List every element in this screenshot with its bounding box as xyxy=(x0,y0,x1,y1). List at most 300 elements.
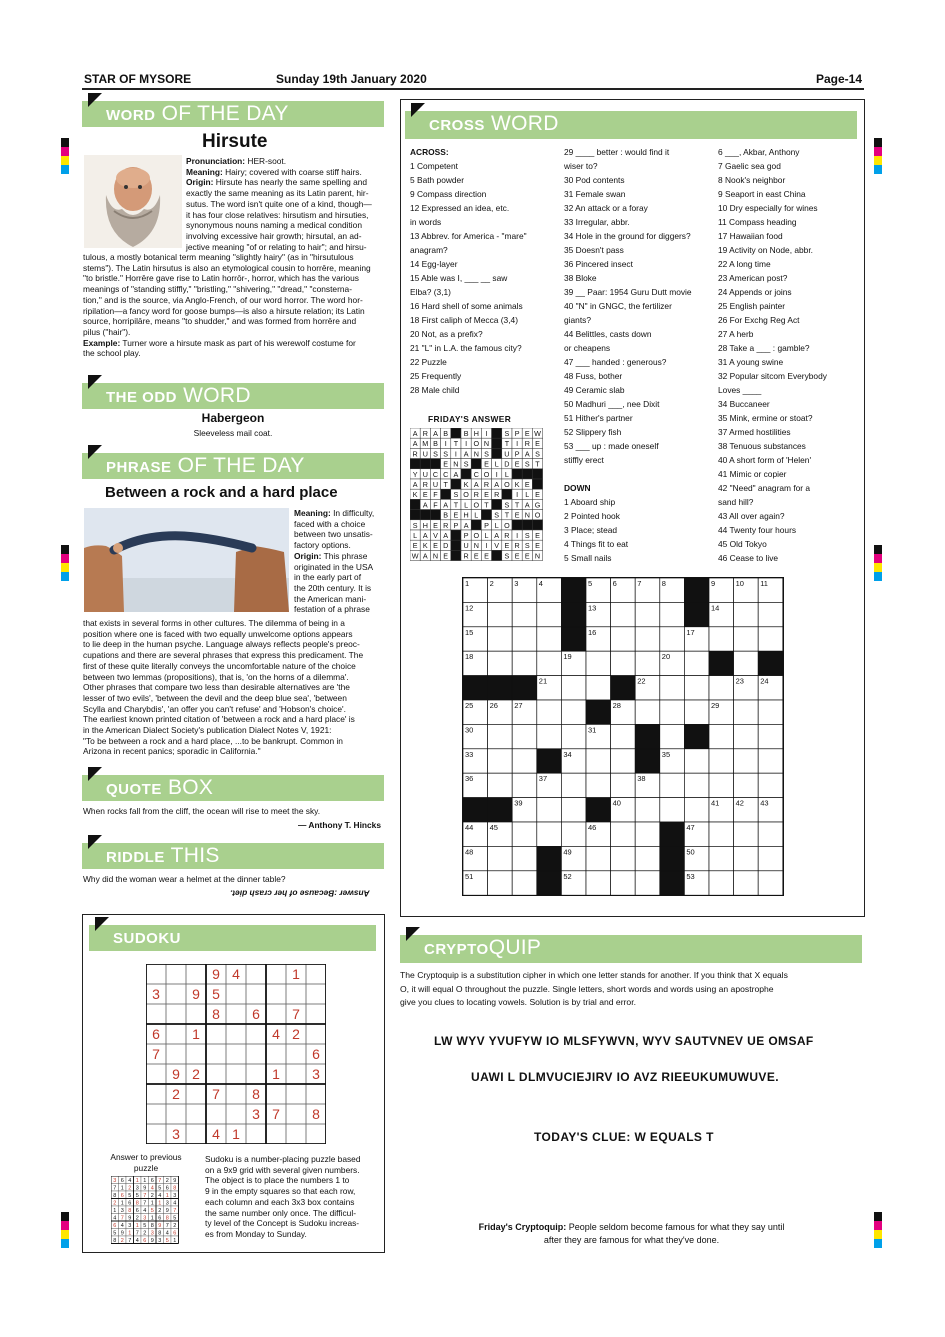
answer-letter: S xyxy=(524,459,530,469)
sudoku-given-number: 4 xyxy=(232,966,240,982)
crossword-cell[interactable] xyxy=(734,846,759,870)
answer-letter: L xyxy=(413,531,418,540)
clue-line: 45 Old Tokyo xyxy=(718,539,767,549)
crossword-grid[interactable] xyxy=(462,577,784,896)
answer-black-square xyxy=(451,479,461,489)
crossword-cell[interactable] xyxy=(660,627,685,651)
crossword-cell[interactable] xyxy=(709,822,734,846)
crossword-cell[interactable] xyxy=(611,846,636,870)
answer-letter: E xyxy=(433,541,438,551)
crossword-cell[interactable] xyxy=(734,627,759,651)
sudoku-answer-digit: 1 xyxy=(135,1223,139,1229)
phrase-side-text: Meaning: In difficulty, faced with a choice between two unsatis- factory options. Origin: This phrase originated in the USA in the early part of the 20th century. It is the American mani- festation of a phrase xyxy=(294,508,375,615)
crossword-clue-number: 27 xyxy=(514,701,523,710)
crossword-cell[interactable] xyxy=(758,846,783,870)
crossword-cell[interactable] xyxy=(709,871,734,895)
answer-letter: E xyxy=(412,541,418,551)
answer-letter: E xyxy=(484,490,489,500)
answer-letter: P xyxy=(514,429,520,438)
sudoku-answer-digit: 8 xyxy=(113,1193,117,1199)
sudoku-answer-digit: 2 xyxy=(143,1230,147,1237)
answer-letter: V xyxy=(494,541,500,551)
crossword-clue-number: 45 xyxy=(489,823,498,832)
sudoku-answer-digit: 6 xyxy=(135,1208,139,1214)
crossword-cell[interactable] xyxy=(537,651,562,675)
crossword-black-square xyxy=(537,846,562,870)
answer-letter: T xyxy=(504,439,510,449)
clue-line: 13 Abbrev. for America - "mare" xyxy=(410,231,527,241)
crossword-cell[interactable] xyxy=(586,773,611,797)
crossword-cell[interactable] xyxy=(758,700,783,724)
clue-line: 38 Bloke xyxy=(564,273,597,283)
sudoku-answer-digit: 1 xyxy=(113,1208,117,1214)
crossword-cell[interactable] xyxy=(709,676,734,700)
crossword-cell[interactable] xyxy=(734,724,759,748)
answer-letter: O xyxy=(483,469,490,479)
crossword-cell[interactable] xyxy=(758,749,783,773)
sudoku-answer-digit: 8 xyxy=(135,1200,139,1207)
crossword-cell[interactable] xyxy=(586,651,611,675)
crossword-cell[interactable] xyxy=(611,773,636,797)
sudoku-answer-digit: 7 xyxy=(143,1193,147,1199)
clue-line: or cheapens xyxy=(564,343,611,353)
crossword-cell[interactable] xyxy=(512,724,537,748)
crossword-cell[interactable] xyxy=(734,749,759,773)
clue-line: Loves ____ xyxy=(718,385,762,395)
crossword-black-square xyxy=(561,602,586,626)
clue-line: 25 English painter xyxy=(718,301,786,311)
sudoku-answer-digit: 6 xyxy=(143,1238,147,1244)
sudoku-answer-digit: 7 xyxy=(173,1208,177,1214)
answer-letter: S xyxy=(524,541,530,551)
crossword-cell[interactable] xyxy=(586,846,611,870)
crossword-cell[interactable] xyxy=(635,627,660,651)
sudoku-given-number: 7 xyxy=(212,1086,220,1102)
sudoku-answer-digit: 3 xyxy=(135,1185,139,1192)
clue-line: 6 ___, Akbar, Anthony xyxy=(718,147,800,157)
crossword-cell[interactable] xyxy=(561,700,586,724)
crossword-cell[interactable] xyxy=(684,798,709,822)
issue-date: Sunday 19th January 2020 xyxy=(276,72,427,86)
crossword-cell[interactable] xyxy=(537,724,562,748)
answer-letter: O xyxy=(473,531,480,540)
sudoku-answer-digit: 3 xyxy=(120,1208,124,1214)
crossword-cell[interactable] xyxy=(537,627,562,651)
clue-line: 41 Mimic or copier xyxy=(718,469,787,479)
crossword-cell[interactable] xyxy=(660,676,685,700)
crossword-cell[interactable] xyxy=(586,871,611,895)
answer-letter: K xyxy=(463,480,469,489)
answer-black-square xyxy=(430,510,440,520)
crossword-cell[interactable] xyxy=(611,822,636,846)
crossword-clue-number: 31 xyxy=(588,725,597,735)
corner-triangle-icon xyxy=(88,375,102,389)
sudoku-answer-digit: 1 xyxy=(120,1185,124,1192)
answer-letter: C xyxy=(443,469,449,479)
clue-line: 52 Slippery fish xyxy=(564,427,622,437)
odd-word-meaning: Sleeveless mail coat. xyxy=(193,428,273,438)
crossword-cell[interactable] xyxy=(488,651,513,675)
clue-line: 14 Egg-layer xyxy=(410,259,458,269)
answer-letter: S xyxy=(463,459,469,469)
crossword-cell[interactable] xyxy=(537,700,562,724)
crossword-cell[interactable] xyxy=(758,724,783,748)
crossword-clue-number: 16 xyxy=(588,627,597,637)
crossword-cell[interactable] xyxy=(709,749,734,773)
answer-letter: H xyxy=(463,510,469,520)
answer-letter: A xyxy=(524,449,530,459)
crossword-cell[interactable] xyxy=(758,773,783,797)
fridays-crossword-answer-grid xyxy=(410,428,544,562)
crossword-clue-number: 8 xyxy=(661,579,666,588)
sudoku-answer-digit: 4 xyxy=(143,1208,147,1214)
crossword-cell[interactable] xyxy=(709,724,734,748)
crossword-black-square xyxy=(586,798,611,822)
corner-triangle-icon xyxy=(411,103,425,117)
crossword-clue-number: 4 xyxy=(538,579,543,588)
sudoku-answer-digit: 5 xyxy=(113,1230,117,1237)
sudoku-answer-digit: 6 xyxy=(158,1215,162,1222)
crossword-cell[interactable] xyxy=(586,676,611,700)
crossword-cell[interactable] xyxy=(635,651,660,675)
crossword-black-square xyxy=(684,578,709,602)
sudoku-answer-digit: 7 xyxy=(120,1215,124,1222)
crossword-cell[interactable] xyxy=(684,676,709,700)
sudoku-answer-digit: 8 xyxy=(128,1208,132,1214)
crossword-cell[interactable] xyxy=(488,846,513,870)
crossword-cell[interactable] xyxy=(684,773,709,797)
crossword-cell[interactable] xyxy=(488,871,513,895)
crossword-cell[interactable] xyxy=(635,822,660,846)
sudoku-answer-digit: 8 xyxy=(165,1215,169,1222)
crossword-cell[interactable] xyxy=(660,798,685,822)
crossword-cell[interactable] xyxy=(635,798,660,822)
answer-letter: E xyxy=(422,490,428,500)
crossword-cell[interactable] xyxy=(611,871,636,895)
sudoku-answer-digit: 7 xyxy=(128,1238,132,1244)
answer-letter: R xyxy=(443,520,449,530)
answer-letter: E xyxy=(535,490,540,500)
crossword-cell[interactable] xyxy=(709,846,734,870)
answer-black-square xyxy=(512,469,522,479)
sudoku-answer-digit: 2 xyxy=(150,1193,154,1199)
crossword-black-square xyxy=(537,871,562,895)
riddle-question: Why did the woman wear a helmet at the dinner table? xyxy=(83,874,286,884)
phrase-header: PHRASE OF THE DAY xyxy=(82,453,384,479)
crossword-cell[interactable] xyxy=(734,871,759,895)
crossword-cell[interactable] xyxy=(488,602,513,626)
answer-letter: T xyxy=(443,480,448,489)
answer-letter: I xyxy=(444,439,447,449)
crossword-cell[interactable] xyxy=(512,773,537,797)
answer-black-square xyxy=(492,428,502,438)
answer-letter: A xyxy=(473,480,479,489)
clue-line: anagram? xyxy=(410,245,448,255)
crossword-cell[interactable] xyxy=(512,871,537,895)
clue-line: 33 Irregular, abbr. xyxy=(564,217,630,227)
answer-letter: A xyxy=(443,531,449,540)
word-of-day-text: Pronunciation: HER-soot. Meaning: Hairy; covered with coarse stiff hairs. Origin: Hirsute has nearly the same spelling and exactly the same meaning as its Latin parent, hir- sutus. The word isn't quite one of a kind, though— it has four close relatives: hirsutism and hirsuties, synonymous nouns naming a medical condition involving excessive hair growth; hirsutal, an ad- jective meaning "of or relating to hair"; and hirsu- xyxy=(186,156,372,252)
crossword-cell[interactable] xyxy=(586,749,611,773)
crossword-clue-number: 15 xyxy=(465,627,474,637)
sudoku-answer-digit: 2 xyxy=(158,1208,162,1214)
crossword-cell[interactable] xyxy=(660,700,685,724)
sudoku-answer-digit: 8 xyxy=(173,1185,177,1192)
clue-line: 27 A herb xyxy=(718,329,754,339)
sudoku-answer-digit: 6 xyxy=(165,1185,169,1192)
crossword-cell[interactable] xyxy=(758,627,783,651)
crossword-cell[interactable] xyxy=(561,724,586,748)
clues-col2 xyxy=(564,145,714,565)
sudoku-answer-digit: 1 xyxy=(135,1178,139,1184)
phrase-title: Between a rock and a hard place xyxy=(105,484,338,501)
crossword-black-square xyxy=(684,724,709,748)
crossword-clue-number: 14 xyxy=(711,603,720,613)
crossword-black-square xyxy=(660,822,685,846)
crossword-cell[interactable] xyxy=(660,724,685,748)
clue-line: 25 Frequently xyxy=(410,371,462,381)
crossword-clue-number: 53 xyxy=(686,871,695,881)
clue-line: 31 A young swine xyxy=(718,357,784,367)
crossword-cell[interactable] xyxy=(611,749,636,773)
crossword-clue-number: 37 xyxy=(538,774,548,784)
crossword-cell[interactable] xyxy=(611,602,636,626)
crossword-clue-number: 3 xyxy=(514,579,519,588)
crossword-cell[interactable] xyxy=(512,749,537,773)
crossword-cell[interactable] xyxy=(734,651,759,675)
word-of-day-word: Hirsute xyxy=(202,131,268,152)
answer-letter: T xyxy=(453,439,459,449)
answer-letter: A xyxy=(443,500,449,510)
clue-line: 22 A long time xyxy=(718,259,771,269)
crossword-cell[interactable] xyxy=(512,822,537,846)
crossword-cell[interactable] xyxy=(512,627,537,651)
cryptoquip-puzzle-line1: LW WYV YVUFYW IO MLSFYWVN, WYV SAUTVNEV UE OMSAF xyxy=(434,1034,814,1048)
sudoku-given-number: 9 xyxy=(172,1066,180,1082)
clue-line: 26 For Exchg Reg Act xyxy=(718,315,800,325)
answer-black-square xyxy=(430,459,440,469)
crossword-cell[interactable] xyxy=(488,724,513,748)
crossword-clue-number: 10 xyxy=(735,579,744,588)
crossword-cell[interactable] xyxy=(561,798,586,822)
crossword-cell[interactable] xyxy=(611,724,636,748)
answer-letter: U xyxy=(422,449,428,459)
sudoku-description: Sudoku is a number-placing puzzle based on a 9x9 grid with several given numbers. The object is to place the numbers 1 to 9 in the empty squares so that each row, each column and each 3x3 box contains the same number only once. The difficul- ty level of the Concept is Sudoku increas- es from Monday to Sunday. xyxy=(205,1154,361,1239)
crossword-clue-number: 46 xyxy=(588,823,597,832)
sudoku-answer-digit: 7 xyxy=(113,1185,117,1192)
crossword-clue-number: 33 xyxy=(465,749,474,759)
paper-name: STAR OF MYSORE xyxy=(84,72,192,86)
clue-line: 3 Place; stead xyxy=(564,525,618,535)
crossword-cell[interactable] xyxy=(512,602,537,626)
answer-black-square xyxy=(451,540,461,550)
clue-line: 5 Bath powder xyxy=(410,175,465,185)
clue-line: 19 Activity on Node, abbr. xyxy=(718,245,813,255)
crossword-cell[interactable] xyxy=(611,651,636,675)
answer-letter: N xyxy=(473,541,479,551)
crossword-cell[interactable] xyxy=(537,822,562,846)
answer-letter: O xyxy=(504,480,510,489)
answer-letter: A xyxy=(463,520,469,530)
crossword-cell[interactable] xyxy=(660,773,685,797)
crossword-clue-number: 20 xyxy=(661,652,671,662)
sudoku-given-number: 9 xyxy=(212,966,220,982)
crossword-black-square xyxy=(561,627,586,651)
sudoku-background xyxy=(146,964,326,1144)
clue-line: 1 Competent xyxy=(410,161,458,171)
sudoku-given-number: 1 xyxy=(272,1066,280,1082)
clue-line: 37 Armed hostilities xyxy=(718,427,791,437)
sudoku-answer-digit: 2 xyxy=(173,1223,177,1229)
clue-line: 40 "N" in GNGC, the fertilizer xyxy=(564,301,672,311)
sudoku-given-number: 3 xyxy=(152,986,160,1002)
answer-black-square xyxy=(420,459,430,469)
crossword-cell[interactable] xyxy=(561,773,586,797)
sudoku-given-number: 7 xyxy=(152,1046,160,1062)
clue-line: 44 Belittles, casts down xyxy=(564,329,652,339)
clue-line: 48 Fuss, bother xyxy=(564,371,623,381)
answer-letter: W xyxy=(411,551,419,561)
clue-line: 47 ___ handed : generous? xyxy=(564,357,667,367)
clue-line: in words xyxy=(410,217,442,227)
crossword-cell[interactable] xyxy=(684,700,709,724)
crossword-clue-number: 51 xyxy=(465,871,474,881)
sudoku-answer-digit: 6 xyxy=(128,1200,132,1207)
answer-letter: A xyxy=(412,439,418,449)
crossword-cell[interactable] xyxy=(488,749,513,773)
sudoku-answer-digit: 3 xyxy=(158,1238,162,1244)
answer-black-square xyxy=(451,530,461,540)
crossword-cell[interactable] xyxy=(488,627,513,651)
answer-letter: B xyxy=(463,429,469,438)
clue-line: 39 __ Paar: 1954 Guru Dutt movie xyxy=(564,287,692,297)
crossword-cell[interactable] xyxy=(660,602,685,626)
crossword-cell[interactable] xyxy=(734,602,759,626)
crossword-cell[interactable] xyxy=(561,822,586,846)
crossword-cell[interactable] xyxy=(512,651,537,675)
answer-black-square xyxy=(451,550,461,560)
corner-triangle-icon xyxy=(95,917,109,931)
crossword-cell[interactable] xyxy=(758,602,783,626)
crossword-cell[interactable] xyxy=(537,602,562,626)
cryptoquip-intro: The Cryptoquip is a substitution cipher in which one letter stands for another. If you think that X equals O, it will equal O throughout the puzzle. Single letters, short words and words using an apostrophe give you clues to locating vowels. Solution is by trial and error. xyxy=(400,970,788,1007)
clue-line: 17 Hawaiian food xyxy=(718,231,783,241)
clue-line: Elba? (3,1) xyxy=(410,287,451,297)
clue-line: 32 An attack or a foray xyxy=(564,203,648,213)
answer-letter: A xyxy=(422,531,428,540)
crossword-cell[interactable] xyxy=(488,773,513,797)
sudoku-given-number: 5 xyxy=(212,986,220,1002)
fridays-answer-title: FRIDAY'S ANSWER xyxy=(428,414,512,424)
crossword-clue-number: 1 xyxy=(465,579,470,588)
answer-letter: H xyxy=(422,520,428,530)
answer-letter: O xyxy=(504,520,510,530)
masthead-rule xyxy=(82,88,864,90)
quote-author: — Anthony T. Hincks xyxy=(298,820,381,830)
answer-letter: S xyxy=(453,490,459,500)
answer-black-square xyxy=(451,428,461,438)
sudoku-answer-digit: 1 xyxy=(120,1200,124,1207)
corner-triangle-icon xyxy=(88,445,102,459)
sudoku-grid[interactable] xyxy=(146,964,326,1144)
clue-line: 1 Aboard ship xyxy=(564,497,616,507)
crossword-black-square xyxy=(709,651,734,675)
crossword-cell[interactable] xyxy=(758,822,783,846)
answer-letter: T xyxy=(514,500,520,510)
crossword-cell[interactable] xyxy=(758,871,783,895)
clue-line: 11 Compass heading xyxy=(718,217,797,227)
clue-line: 31 Female swan xyxy=(564,189,626,199)
crossword-black-square xyxy=(488,798,513,822)
answer-letter: E xyxy=(484,551,489,561)
crossword-cell[interactable] xyxy=(611,627,636,651)
crossword-cell[interactable] xyxy=(734,822,759,846)
answer-letter: K xyxy=(412,490,418,500)
crossword-cell[interactable] xyxy=(635,700,660,724)
crossword-black-square xyxy=(512,676,537,700)
clue-line: sand hill? xyxy=(718,497,754,507)
crossword-cell[interactable] xyxy=(561,676,586,700)
sudoku-given-number: 9 xyxy=(192,986,200,1002)
page-number: Page-14 xyxy=(816,72,863,86)
sudoku-answer-digit: 1 xyxy=(173,1238,177,1244)
crossword-cell[interactable] xyxy=(537,798,562,822)
crossword-black-square xyxy=(635,749,660,773)
clue-line: 24 Appends or joins xyxy=(718,287,792,297)
answer-letter: W xyxy=(534,429,541,438)
answer-letter: E xyxy=(433,520,438,530)
clue-line: giants? xyxy=(564,315,592,325)
crossword-cell[interactable] xyxy=(512,846,537,870)
crossword-cell[interactable] xyxy=(709,627,734,651)
clue-line: 9 Seaport in east China xyxy=(718,189,806,199)
answer-letter: A xyxy=(412,429,418,438)
crossword-cell[interactable] xyxy=(684,651,709,675)
sudoku-header: SUDOKU xyxy=(89,925,376,951)
odd-word-word: Habergeon xyxy=(201,411,265,425)
crossword-cell[interactable] xyxy=(709,773,734,797)
crossword-cell[interactable] xyxy=(635,871,660,895)
crossword-clue-number: 5 xyxy=(588,579,593,588)
crossword-clue-number: 21 xyxy=(538,676,548,686)
answer-black-square xyxy=(532,469,542,479)
crossword-cell[interactable] xyxy=(635,602,660,626)
sudoku-answer-digit: 8 xyxy=(150,1223,154,1229)
crossword-cell[interactable] xyxy=(635,846,660,870)
answer-letter: S xyxy=(484,449,489,459)
crossword-cell[interactable] xyxy=(684,749,709,773)
crossword-clue-number: 35 xyxy=(661,749,671,759)
crossword-cell[interactable] xyxy=(734,773,759,797)
answer-letter: E xyxy=(524,429,530,438)
answer-letter: N xyxy=(432,551,439,561)
quote-header: QUOTE BOX xyxy=(82,775,384,801)
sudoku-given-number: 2 xyxy=(172,1086,180,1102)
sudoku-answer-digit: 4 xyxy=(165,1230,169,1237)
crossword-cell[interactable] xyxy=(734,700,759,724)
clue-line: DOWN xyxy=(564,483,591,493)
answer-black-square xyxy=(410,510,420,520)
crossword-black-square xyxy=(758,651,783,675)
answer-letter: A xyxy=(433,429,438,438)
crossword-clue-number: 49 xyxy=(563,847,572,857)
sudoku-answer-digit: 9 xyxy=(120,1230,124,1237)
sudoku-answer-digit: 5 xyxy=(150,1208,154,1214)
clue-line: 15 Able was I, ___ __ saw xyxy=(410,273,508,283)
sudoku-answer-digit: 9 xyxy=(165,1208,169,1214)
answer-letter: R xyxy=(412,449,418,459)
answer-black-square xyxy=(471,459,481,469)
